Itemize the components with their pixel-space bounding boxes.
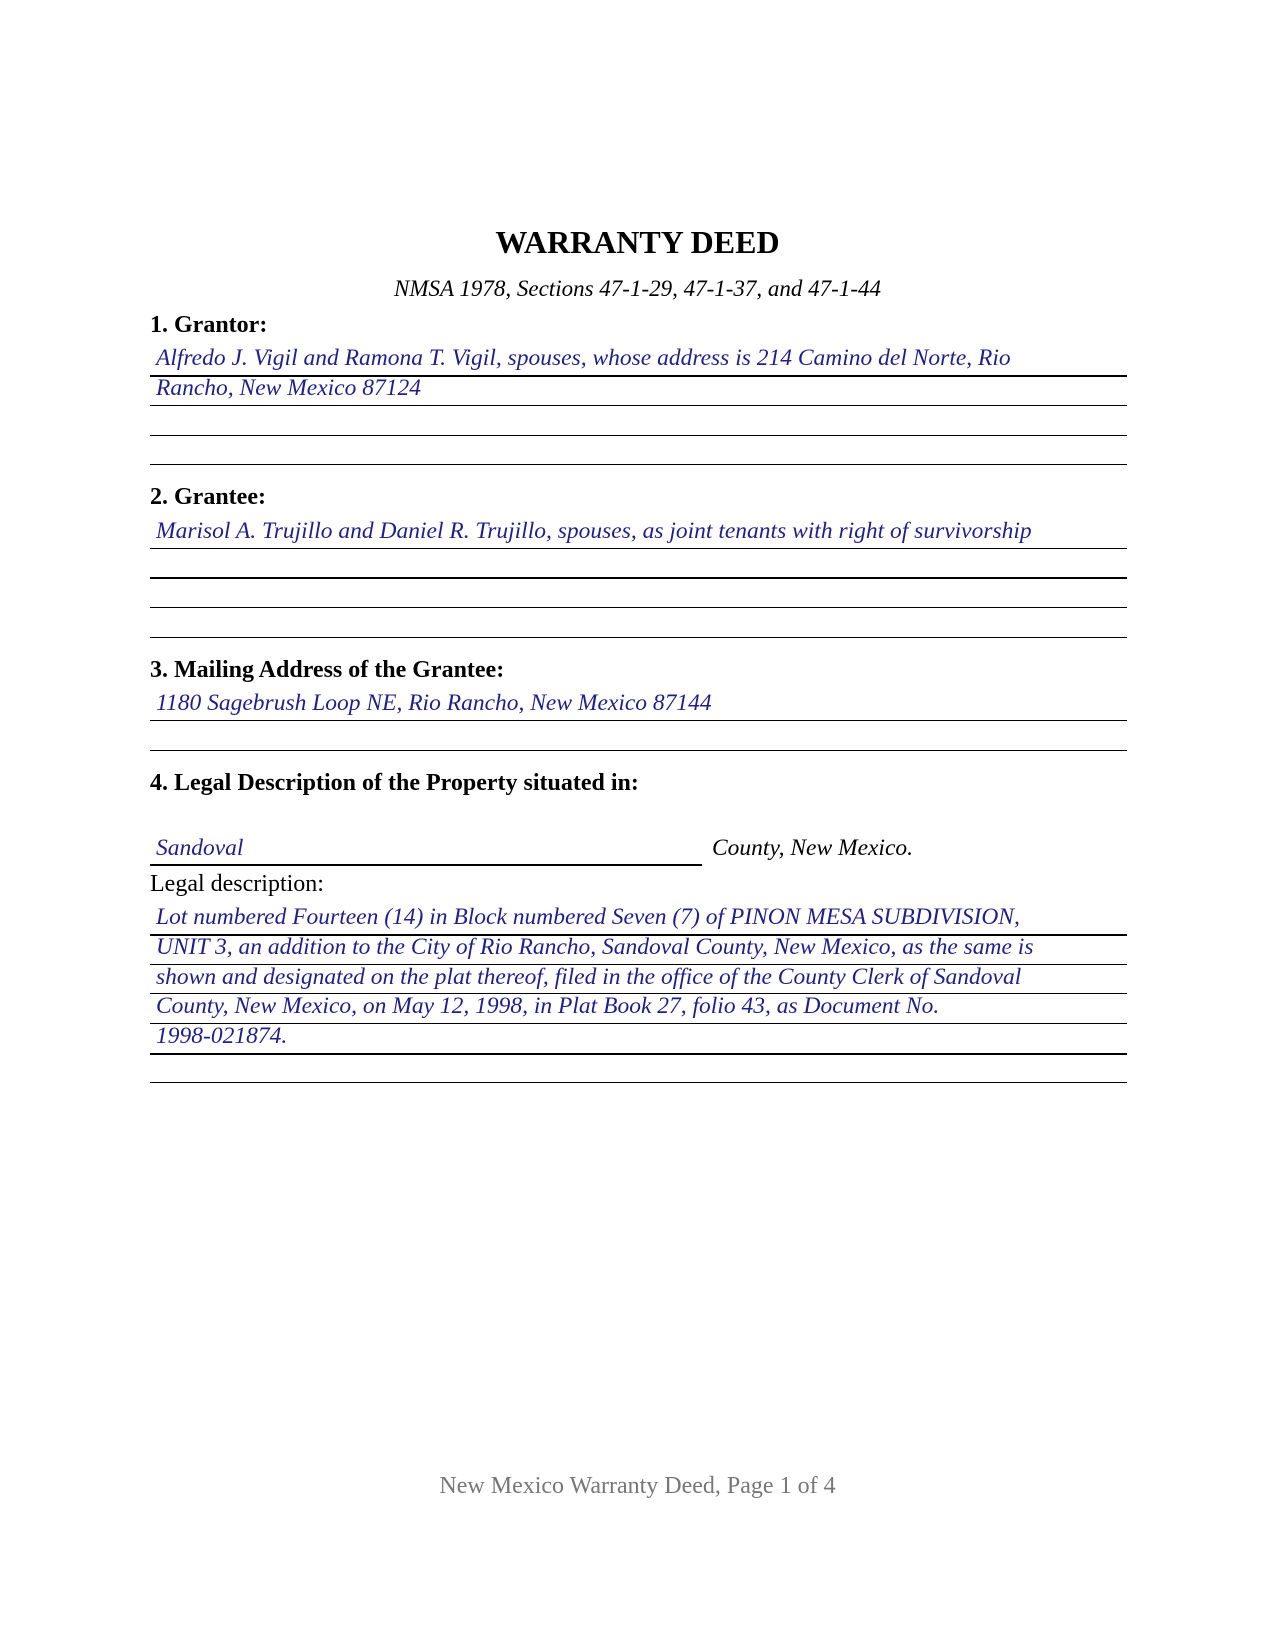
- legal-line-4[interactable]: County, New Mexico, on May 12, 1998, in Plat Book 27, folio 43, as Document No.: [156, 993, 940, 1019]
- grantor-rule-4: [150, 464, 1127, 465]
- legal-line-1[interactable]: Lot numbered Fourteen (14) in Block numbered Seven (7) of PINON MESA SUBDIVISION,: [156, 904, 1020, 930]
- mailing-rule-2: [150, 750, 1127, 751]
- grantor-line-2[interactable]: Rancho, New Mexico 87124: [156, 375, 421, 401]
- statute-reference: NMSA 1978, Sections 47-1-29, 47-1-37, and 47-1-44: [394, 276, 881, 301]
- legal-line-5[interactable]: 1998-021874.: [156, 1023, 288, 1049]
- document-title: WARRANTY DEED: [495, 224, 780, 260]
- legal-description-heading: 4. Legal Description of the Property situated in:: [150, 770, 639, 796]
- grantee-rule-2: [150, 577, 1127, 579]
- mailing-address-heading: 3. Mailing Address of the Grantee:: [150, 657, 505, 683]
- page-footer: New Mexico Warranty Deed, Page 1 of 4: [439, 1473, 836, 1499]
- legal-line-2[interactable]: UNIT 3, an addition to the City of Rio Rancho, Sandoval County, New Mexico, as the same is: [156, 934, 1034, 960]
- grantee-heading: 2. Grantee:: [150, 484, 266, 510]
- grantor-rule-2: [150, 405, 1127, 406]
- legal-rule-6: [150, 1082, 1127, 1083]
- grantee-rule-3: [150, 607, 1127, 608]
- county-suffix: County, New Mexico.: [712, 835, 914, 861]
- legal-rule-5: [150, 1053, 1127, 1055]
- legal-line-3[interactable]: shown and designated on the plat thereof, filed in the office of the County Clerk of Sandoval: [156, 964, 1022, 990]
- legal-description-label: Legal description:: [150, 871, 324, 897]
- grantor-heading: 1. Grantor:: [150, 312, 268, 338]
- grantor-line-1[interactable]: Alfredo J. Vigil and Ramona T. Vigil, spouses, whose address is 214 Camino del Norte, Rio: [156, 345, 1011, 371]
- grantee-rule-1: [150, 548, 1127, 549]
- mailing-rule-1: [150, 720, 1127, 721]
- grantee-rule-4: [150, 637, 1127, 638]
- mailing-address-line-1[interactable]: 1180 Sagebrush Loop NE, Rio Rancho, New Mexico 87144: [156, 690, 712, 716]
- county-field[interactable]: Sandoval: [156, 835, 244, 861]
- grantee-line-1[interactable]: Marisol A. Trujillo and Daniel R. Trujillo, spouses, as joint tenants with right of survivorship: [156, 518, 1032, 544]
- county-rule: [150, 864, 702, 866]
- grantor-rule-3: [150, 435, 1127, 436]
